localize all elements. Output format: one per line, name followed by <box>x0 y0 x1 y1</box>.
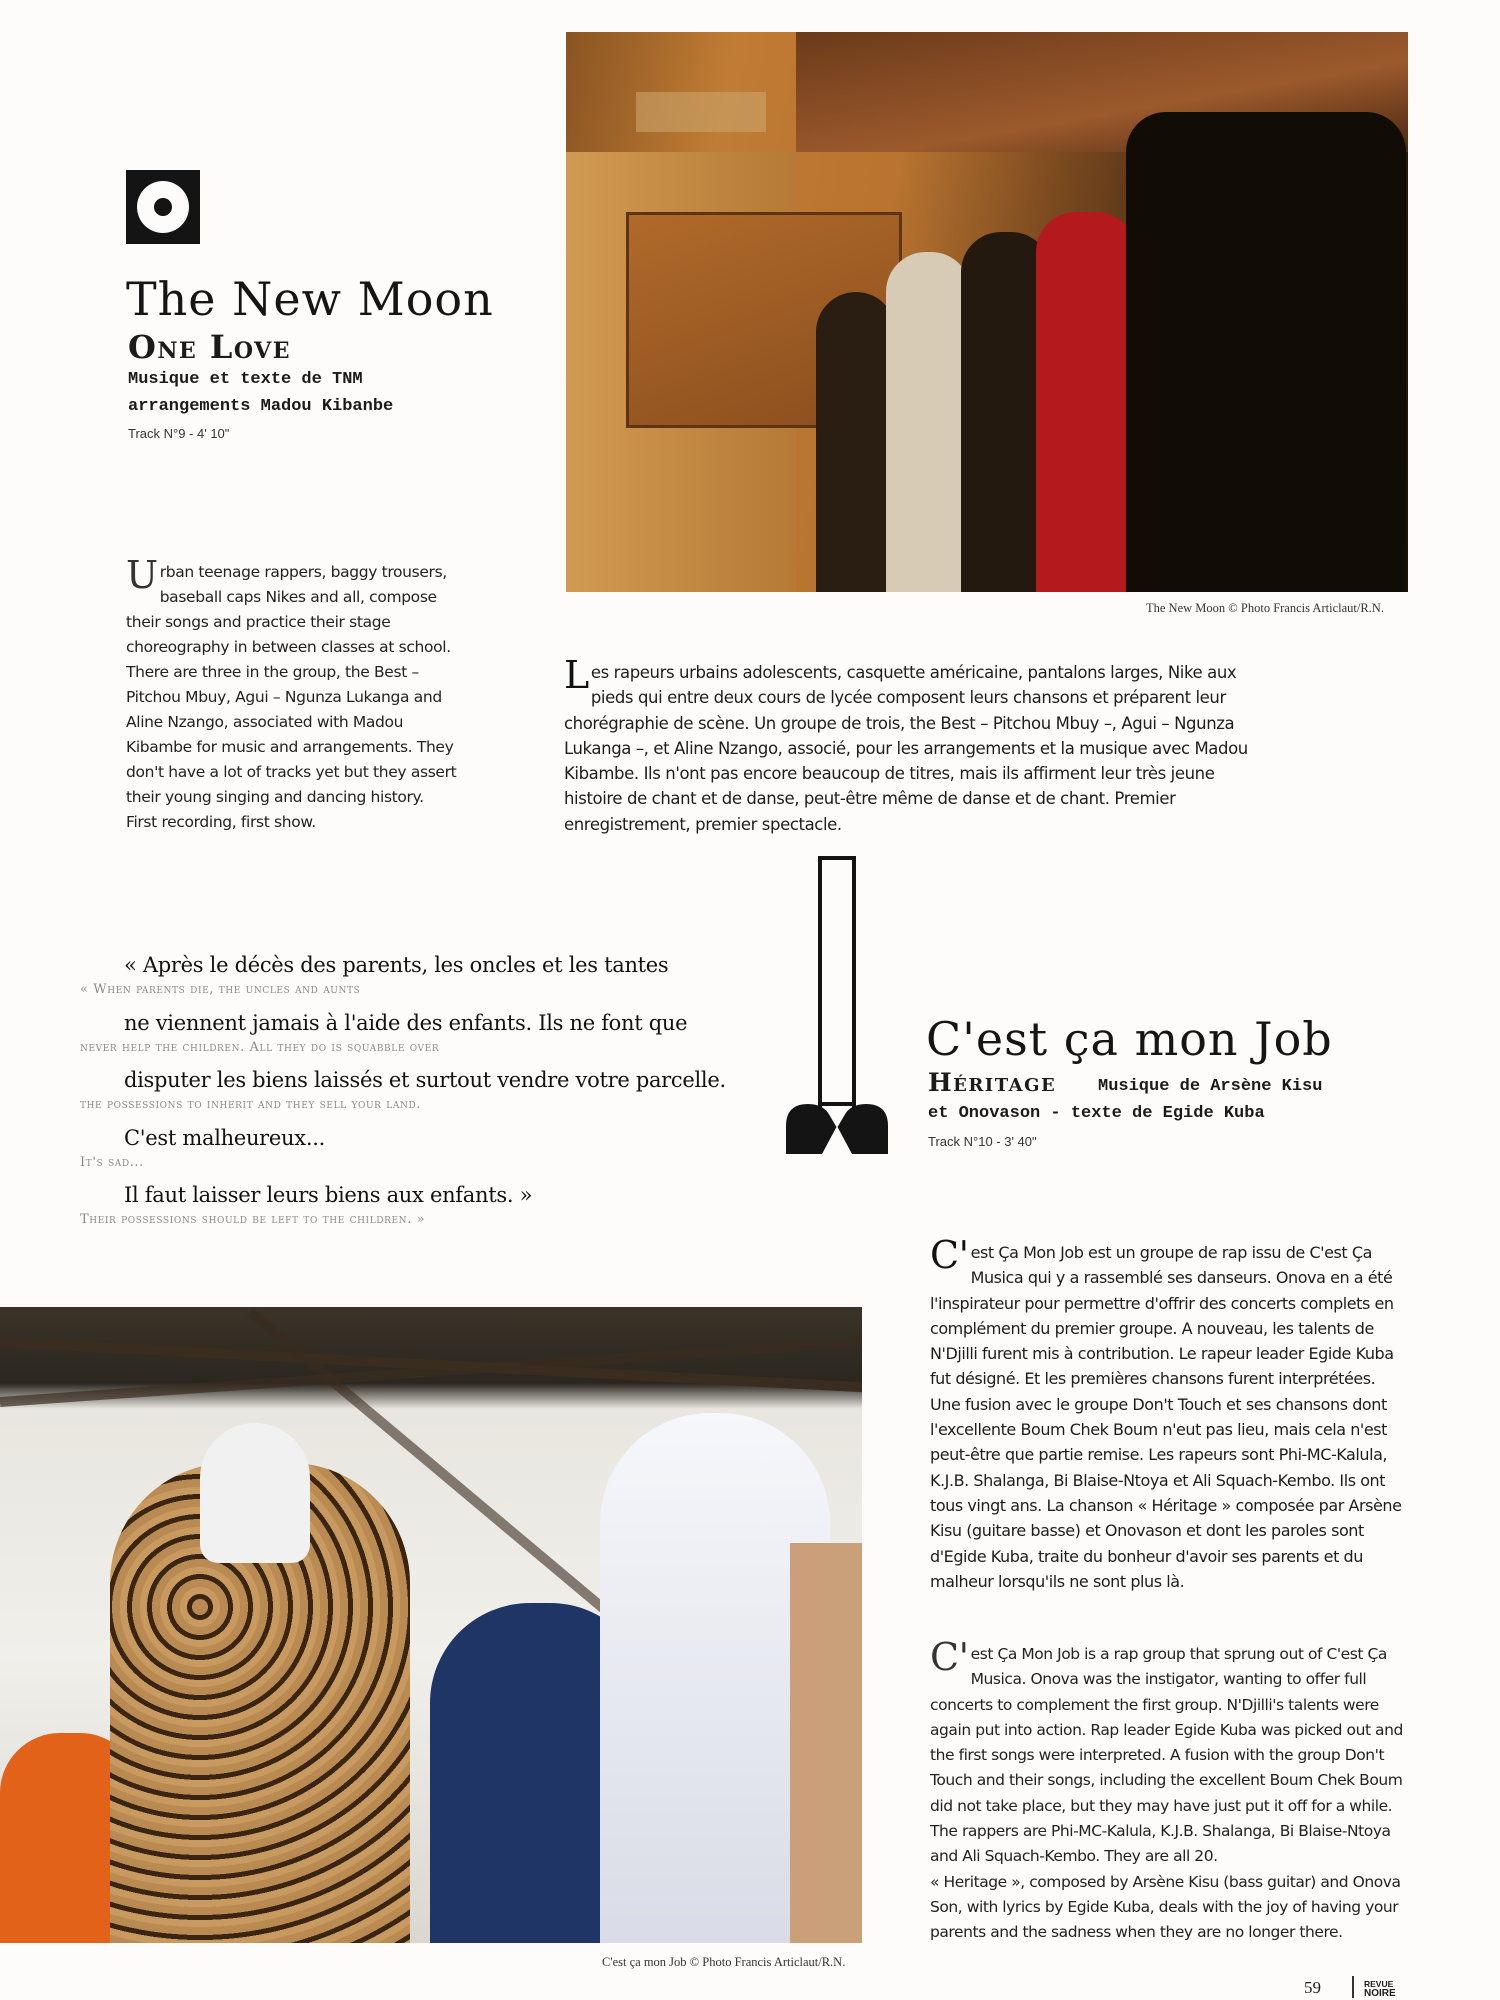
song2-credits-line2: et Onovason - texte de Egide Kuba <box>928 1104 1265 1123</box>
quote-en-1: « When parents die, the uncles and aunts <box>80 982 361 997</box>
song1-title: The New Moon <box>126 272 494 326</box>
song1-text-fr <box>564 653 1272 837</box>
song2-subtitle: Héritage <box>928 1068 1057 1097</box>
quote-fr-5: Il faut laisser leurs biens aux enfants. » <box>124 1183 533 1207</box>
photo2-caption: C'est ça mon Job © Photo Francis Articlaut/R.N. <box>602 1955 846 1969</box>
dropcap: L <box>564 653 589 697</box>
song2-text-en-body-2: « Heritage », composed by Arsène Kisu (bass guitar) and Onova Son, with lyrics by Egide Kuba, deals with the joy of having your parents and the sadness when they are no longer there. <box>930 1872 1401 1942</box>
song1-credits-line1: Musique et texte de TNM <box>128 370 363 389</box>
quote-en-2: never help the children. All they do is squabble over <box>80 1040 440 1055</box>
footer-divider <box>1352 1976 1354 1998</box>
photo-the-new-moon <box>566 32 1408 592</box>
song1-subtitle: One Love <box>128 328 292 366</box>
quote-fr-4: C'est malheureux... <box>124 1126 325 1150</box>
quote-en-3: the possessions to inherit and they sell your land. <box>80 1097 421 1112</box>
song2-title: C'est ça mon Job <box>926 1012 1333 1066</box>
quote-en-4: It's sad... <box>80 1155 144 1170</box>
quote-fr-2: ne viennent jamais à l'aide des enfants. Ils ne font que <box>124 1011 688 1035</box>
song1-credits-line2: arrangements Madou Kibanbe <box>128 397 394 416</box>
dropcap: U <box>126 553 158 597</box>
song2-text-en-body: est Ça Mon Job is a rap group that sprung out of C'est Ça Musica. Onova was the instigator, wanting to offer full concerts to complement the first group. N'Djilli's talents were again put into action. Rap leader Egide Kuba was picked out and the first songs were interpreted. A fusion with the group Don't Touch and their songs, including the excellent Boum Chek Boum did not take place, but they may have just put it off for a while. The rappers are Phi-MC-Kalula, K.J.B. Shalanga, Bi Blaise-Ntoya and Ali Squach-Kembo. They are all 20. <box>930 1645 1403 1866</box>
song2-credits-line1: Musique de Arsène Kisu <box>1098 1077 1323 1096</box>
photo-cest-ca-mon-job <box>0 1307 862 1943</box>
quote-fr-3: disputer les biens laissés et surtout vendre votre parcelle. <box>124 1068 726 1092</box>
song1-text-fr-body: es rapeurs urbains adolescents, casquette américaine, pantalons larges, Nike aux pieds qui entre deux cours de lycée composent leurs chansons et préparent leur chorégraphie de scène. Un groupe de trois, the Best – Pitchou Mbuy –, Agui – Ngunza Lukanga –, et Aline Nzango, associé, pour les arrangements et la musique avec Madou Kibambe. Ils n'ont pas encore beaucoup de titres, mais ils affirment leur très jeune histoire de chant et de danse, peut-être même de danse et de chant. Premier enregistrement, premier spectacle. <box>564 663 1248 834</box>
dropcap: C' <box>930 1635 969 1679</box>
magazine-logo-line2: NOIRE <box>1364 1988 1396 1999</box>
song2-text-fr <box>930 1233 1406 1594</box>
bookmark-ornament-icon <box>784 856 904 1154</box>
quote-fr-1: « Après le décès des parents, les oncles et les tantes <box>124 953 669 977</box>
song1-text-en-body: rban teenage rappers, baggy trousers, baseball caps Nikes and all, compose their songs and practice their stage choreography in between classes at school. There are three in the group, the Best – Pitchou Mbuy, Agui – Ngunza Lukanga and Aline Nzango, associated with Madou Kibambe for music and arrangements. They don't have a lot of tracks yet but they assert their young singing and dancing history. First recording, first show. <box>126 563 457 831</box>
song2-text-en <box>930 1635 1406 1946</box>
magazine-logo <box>1364 1980 1396 1998</box>
song1-text-en <box>126 553 458 835</box>
page-number: 59 <box>1304 1978 1321 1997</box>
magazine-logo-line1: REVUE <box>1364 1979 1394 1989</box>
disc-logo-icon <box>126 170 200 244</box>
song2-track: Track N°10 - 3' 40" <box>928 1134 1037 1149</box>
song2-text-fr-body: est Ça Mon Job est un groupe de rap issu de C'est Ça Musica qui y a rassemblé ses danseurs. Onova en a été l'inspirateur pour permettre d'offrir des concerts complets en complément du premier groupe. A nouveau, les talents de N'Djilli furent mis à contribution. Le rapeur leader Egide Kuba fut désigné. Et les premières chansons furent interprétées. Une fusion avec le groupe Don't Touch et ses chansons dont l'excellente Boum Chek Boum n'eut pas lieu, mais cela n'est peut-être que partie remise. Les rapeurs sont Phi-MC-Kalula, K.J.B. Shalanga, Bi Blaise-Ntoya et Ali Squach-Kembo. Ils ont tous vingt ans. La chanson « Héritage » composée par Arsène Kisu (guitare basse) et Onovason et dont les paroles sont d'Egide Kuba, traite du bonheur d'avoir ses parents et du malheur lorsqu'ils ne sont plus là. <box>930 1243 1402 1591</box>
dropcap: C' <box>930 1233 969 1277</box>
song1-track: Track N°9 - 4' 10" <box>128 426 230 441</box>
quote-en-5: Their possessions should be left to the children. » <box>80 1212 426 1227</box>
photo1-caption: The New Moon © Photo Francis Articlaut/R.N. <box>1146 601 1384 615</box>
